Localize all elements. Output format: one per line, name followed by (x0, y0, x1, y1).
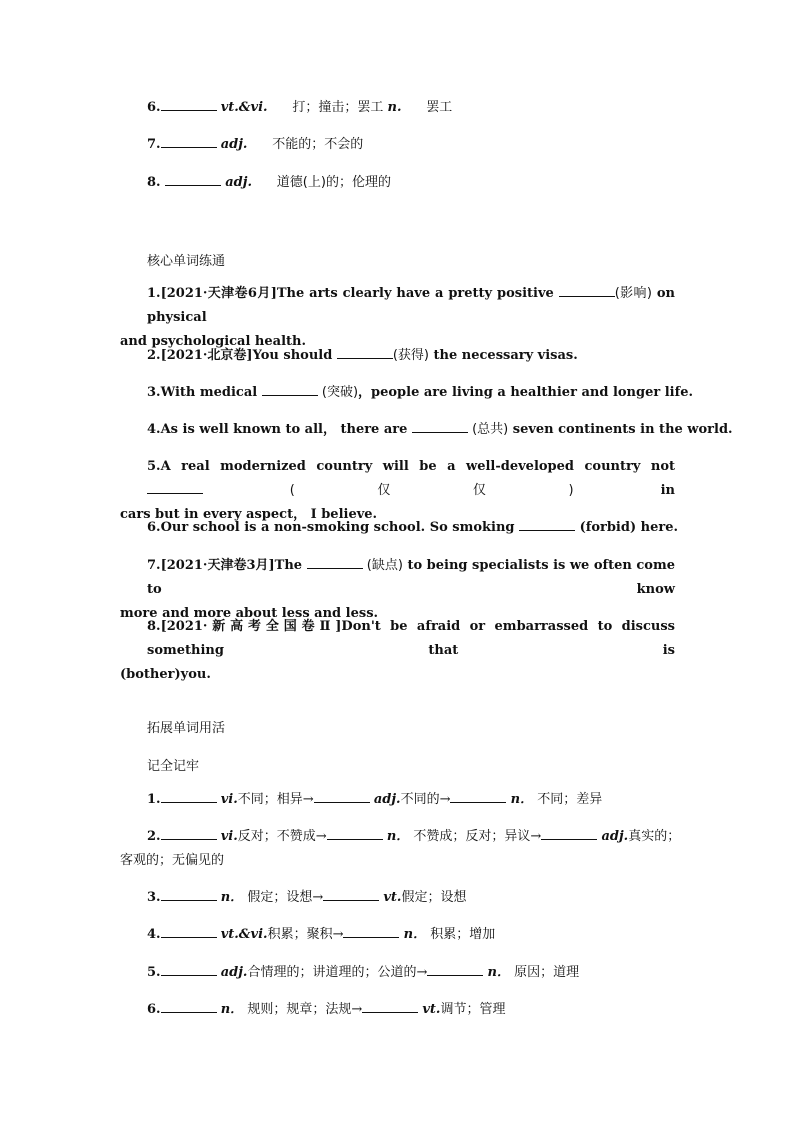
answer-blank[interactable] (161, 825, 217, 840)
answer-blank[interactable] (323, 886, 379, 901)
answer-blank[interactable] (450, 788, 506, 803)
exercise-item-5: 5.A real modernized country will be a well-developed country not (仅仅) in cars but in every aspect， I believe. (120, 459, 675, 522)
section-subtitle: 记全记牢 (147, 759, 200, 774)
word-family-item-6: 6. n． 规则；规章；法规→ vt.调节；管理 (147, 998, 675, 1022)
exercise-item-4: 4.As is well known to all， there are (总共) seven continents in the world. (147, 418, 675, 442)
answer-blank[interactable] (327, 825, 383, 840)
word-family-item-4: 4. vt.&vi.积累；聚积→ n． 积累；增加 (147, 923, 675, 947)
answer-blank[interactable] (161, 886, 217, 901)
answer-blank[interactable] (314, 788, 370, 803)
answer-blank[interactable] (161, 96, 217, 111)
answer-blank[interactable] (147, 479, 203, 494)
answer-blank[interactable] (165, 171, 221, 186)
word-family-item-5: 5. adj.合情理的；讲道理的；公道的→ n． 原因；道理 (147, 961, 675, 985)
answer-blank[interactable] (161, 998, 217, 1013)
section-title: 拓展单词用活 (147, 721, 226, 736)
exercise-item-6: 6.Our school is a non-smoking school. So smoking (forbid) here. (147, 516, 675, 540)
word-family-item-2: 2. vi.反对；不赞成→ n． 不赞成；反对；异议→ adj.真实的； 客观的；无偏见的 (120, 825, 675, 873)
answer-blank[interactable] (427, 961, 483, 976)
arrow-icon: → (332, 927, 344, 942)
answer-blank[interactable] (161, 923, 217, 938)
exercise-item-1: 1.[2021·天津卷6月]The arts clearly have a pretty positive (影响) on physical and psychological health. (120, 282, 675, 354)
answer-blank[interactable] (541, 825, 597, 840)
answer-blank[interactable] (161, 133, 217, 148)
answer-blank[interactable] (519, 516, 575, 531)
exercise-item-7: 7.[2021·天津卷3月]The (缺点) to being specialists is we often come to know more and more about less and less. (120, 554, 675, 626)
exercise-item-8: 8.[2021·新高考全国卷Ⅱ]Don't be afraid or embarrassed to discuss something that is (bother)you. (120, 619, 675, 682)
answer-blank[interactable] (337, 344, 393, 359)
exercise-item-2: 2.[2021·北京卷]You should (获得) the necessary visas. (147, 344, 675, 368)
answer-blank[interactable] (412, 418, 468, 433)
arrow-icon: → (312, 890, 324, 905)
answer-blank[interactable] (262, 381, 318, 396)
arrow-icon: → (439, 792, 451, 807)
answer-blank[interactable] (161, 788, 217, 803)
exercise-item-3: 3.With medical (突破)，people are living a healthier and longer life. (147, 381, 675, 405)
answer-blank[interactable] (362, 998, 418, 1013)
word-family-item-1: 1. vi.不同；相异→ adj.不同的→ n． 不同；差异 (147, 788, 675, 812)
arrow-icon: → (351, 1002, 363, 1017)
arrow-icon: → (315, 829, 327, 844)
answer-blank[interactable] (307, 554, 363, 569)
vocab-item-6: 6. vt.&vi. 打；撞击；罢工 n. 罢工 (147, 96, 675, 120)
answer-blank[interactable] (161, 961, 217, 976)
answer-blank[interactable] (343, 923, 399, 938)
answer-blank[interactable] (559, 282, 615, 297)
vocab-item-7: 7. adj. 不能的；不会的 (147, 133, 675, 157)
word-family-item-3: 3. n． 假定；设想→ vt.假定；设想 (147, 886, 675, 910)
arrow-icon: → (530, 829, 542, 844)
vocab-item-8: 8. adj. 道德(上)的；伦理的 (147, 171, 675, 195)
arrow-icon: → (416, 965, 428, 980)
section-title: 核心单词练通 (147, 254, 226, 269)
arrow-icon: → (302, 792, 314, 807)
